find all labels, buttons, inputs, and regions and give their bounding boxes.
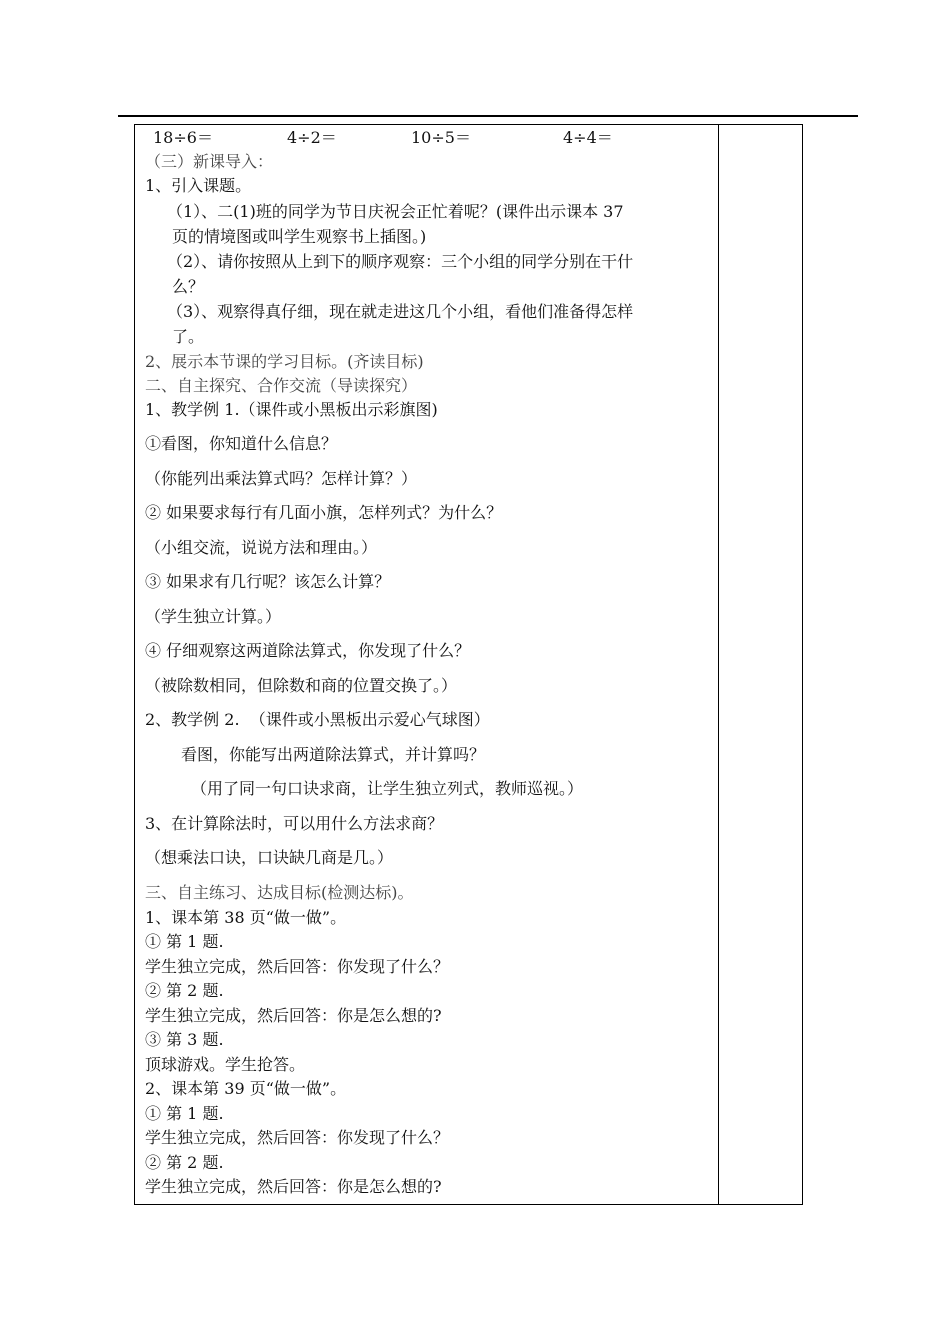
text-line: ④ 仔细观察这两道除法算式，你发现了什么？ [145, 641, 471, 660]
text-line: 学生独立完成，然后回答：你是怎么想的? [145, 1177, 442, 1196]
text-line: （用了同一句口诀求商，让学生独立列式，教师巡视。） [191, 779, 584, 798]
text-line: （小组交流，说说方法和理由。） [145, 538, 378, 557]
header-rule [118, 115, 858, 117]
text-line: 页的情境图或叫学生观察书上插图。) [172, 227, 427, 246]
equation-4: 4÷4＝ [563, 128, 613, 147]
section-practice: 三、自主练习、达成目标(检测达标)。 [145, 883, 414, 902]
text-line: 么？ [172, 277, 205, 296]
lesson-table [134, 124, 803, 1205]
column-divider [718, 124, 719, 1205]
text-line: 学生独立完成，然后回答：你发现了什么？ [145, 957, 450, 976]
text-line: 看图，你能写出两道除法算式，并计算吗？ [181, 745, 486, 764]
text-line: ①看图，你知道什么信息？ [145, 434, 338, 453]
text-line: 2、教学例 2. （课件或小黑板出示爱心气球图） [145, 710, 490, 729]
text-line: ① 第 1 题. [145, 932, 224, 951]
text-line: 顶球游戏。学生抢答。 [145, 1055, 306, 1074]
section-new-lesson: （三）新课导入： [145, 152, 274, 171]
text-line: 2、展示本节课的学习目标。(齐读目标) [145, 352, 424, 371]
text-line: ② 第 2 题. [145, 981, 224, 1000]
text-line: 了。 [172, 327, 205, 346]
equation-3: 10÷5＝ [411, 128, 471, 147]
text-line: （1）、二(1)班的同学为节日庆祝会正忙着呢？(课件出示课本 37 [167, 202, 624, 221]
equation-1: 18÷6＝ [153, 128, 213, 147]
text-line: ② 如果要求每行有几面小旗，怎样列式？为什么？ [145, 503, 503, 522]
equation-2: 4÷2＝ [287, 128, 337, 147]
text-line: （2）、请你按照从上到下的顺序观察：三个小组的同学分别在干什 [167, 252, 634, 271]
text-line: （学生独立计算。） [145, 607, 282, 626]
text-line: 1、引入课题。 [145, 176, 252, 195]
text-line: 1、教学例 1.（课件或小黑板出示彩旗图) [145, 400, 438, 419]
text-line: 3、在计算除法时，可以用什么方法求商？ [145, 814, 444, 833]
text-line: （3）、观察得真仔细，现在就走进这几个小组，看他们准备得怎样 [167, 302, 634, 321]
text-line: ③ 第 3 题. [145, 1030, 224, 1049]
text-line: （想乘法口诀，口诀缺几商是几。） [145, 848, 394, 867]
text-line: 1、课本第 38 页“做一做”。 [145, 908, 347, 927]
text-line: 2、课本第 39 页“做一做”。 [145, 1079, 347, 1098]
text-line: ① 第 1 题. [145, 1104, 224, 1123]
text-line: （你能列出乘法算式吗？怎样计算？） [145, 469, 418, 488]
text-line: ③ 如果求有几行呢？该怎么计算？ [145, 572, 391, 591]
text-line: 学生独立完成，然后回答：你是怎么想的? [145, 1006, 442, 1025]
text-line: ② 第 2 题. [145, 1153, 224, 1172]
text-line: 学生独立完成，然后回答：你发现了什么？ [145, 1128, 450, 1147]
text-line: （被除数相同，但除数和商的位置交换了。） [145, 676, 458, 695]
section-explore: 二、自主探究、合作交流（导读探究） [145, 376, 418, 395]
